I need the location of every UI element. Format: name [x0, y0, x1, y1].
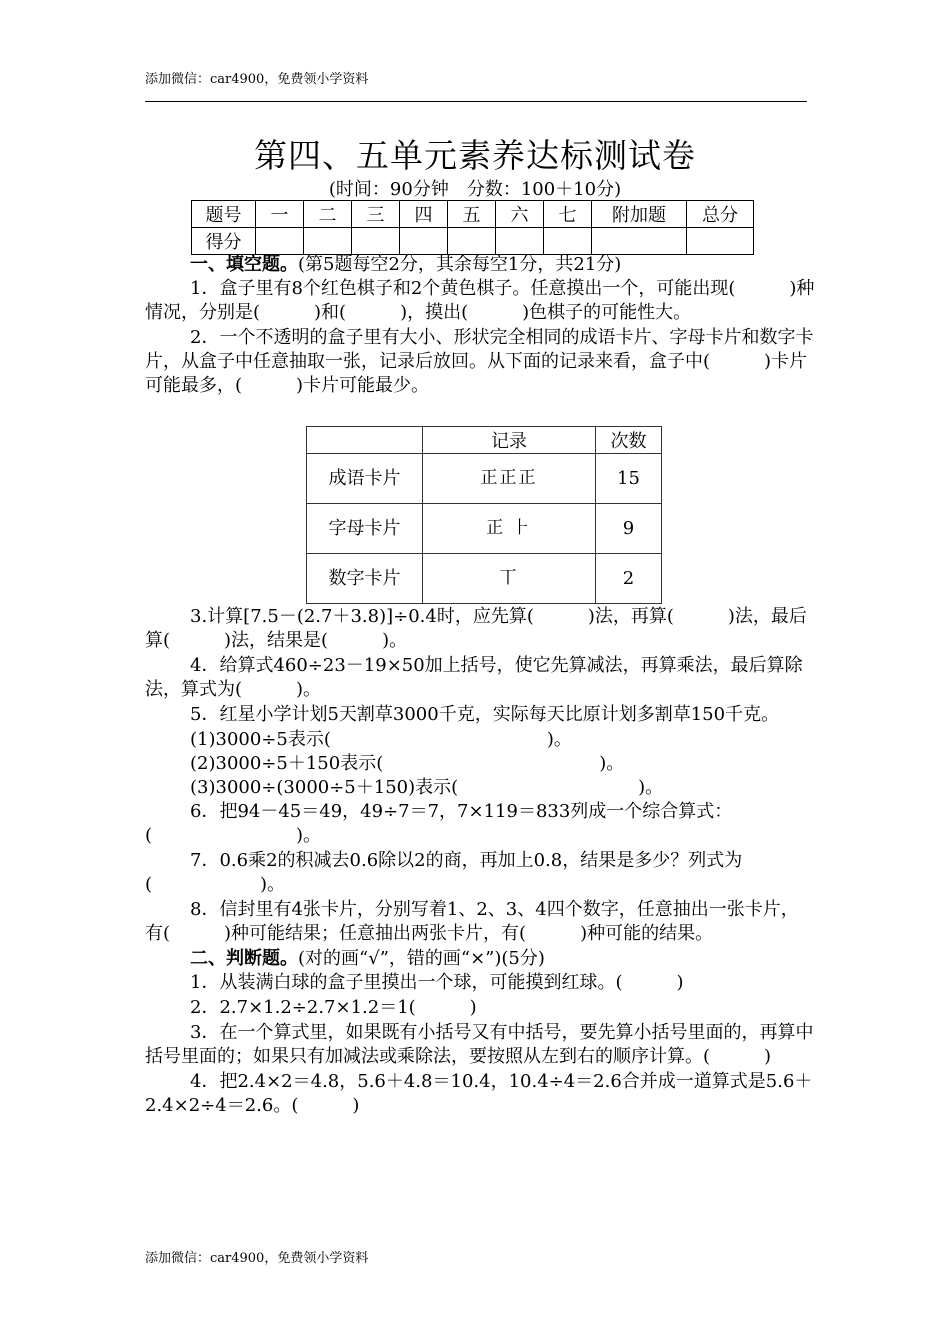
score-blank-cell[interactable] — [256, 228, 304, 255]
judge-question-2: 2．2.7×1.2÷2.7×1.2＝1( ) — [190, 997, 477, 1018]
tally-count: 9 — [596, 504, 662, 554]
question-5-part-3: (3)3000÷(3000÷5＋150)表示( )。 — [190, 777, 664, 798]
card-type: 成语卡片 — [307, 454, 423, 504]
tally-marks: 正正正 — [423, 454, 596, 504]
score-cell: 二 — [304, 201, 352, 228]
score-blank-cell[interactable] — [592, 228, 687, 255]
score-blank-cell[interactable] — [496, 228, 544, 255]
score-blank-cell[interactable] — [352, 228, 400, 255]
question-7: 7．0.6乘2的积减去0.6除以2的商，再加上0.8，结果是多少？列式为( )。 — [145, 850, 743, 895]
judge-question-3: 3．在一个算式里，如果既有小括号又有中括号，要先算小括号里面的，再算中括号里面的；如果只有加减法或乘除法，要按照从左到右的顺序计算。( ) — [145, 1022, 814, 1067]
card-type: 字母卡片 — [307, 504, 423, 554]
header-rule — [145, 101, 807, 102]
score-cell: 一 — [256, 201, 304, 228]
tally-count: 2 — [596, 554, 662, 604]
question-4: 4．给算式460÷23－19×50加上括号，使它先算减法，再算乘法，最后算除法，算式为( )。 — [145, 655, 803, 700]
page-title: 第四、五单元素养达标测试卷 — [254, 136, 696, 175]
record-table — [306, 426, 662, 604]
question-8: 8．信封里有4张卡片，分别写着1、2、3、4四个数字，任意抽出一张卡片，有( )种可能结果；任意抽出两张卡片，有( )种可能的结果。 — [145, 899, 799, 944]
score-blank-cell[interactable] — [544, 228, 592, 255]
question-2: 2．一个不透明的盒子里有大小、形状完全相同的成语卡片、字母卡片和数字卡片，从盒子中任意抽取一张，记录后放回。从下面的记录来看，盒子中( )卡片可能最多，( )卡片可能最少。 — [145, 327, 814, 396]
judge-question-4: 4．把2.4×2＝4.8，5.6＋4.8＝10.4，10.4÷4＝2.6合并成一道算式是5.6＋2.4×2÷4＝2.6。( ) — [145, 1071, 813, 1116]
score-cell: 七 — [544, 201, 592, 228]
score-table-score-row — [192, 228, 754, 255]
page-footer-text: 添加微信：car4900，免费领小学资料 — [145, 1251, 369, 1266]
question-3: 3.计算[7.5－(2.7＋3.8)]÷0.4时，应先算( )法，再算( )法，最后算( )法，结果是( )。 — [145, 606, 807, 651]
score-blank-cell[interactable] — [304, 228, 352, 255]
score-blank-cell[interactable] — [448, 228, 496, 255]
score-cell: 总分 — [687, 201, 754, 228]
question-1: 1．盒子里有8个红色棋子和2个黄色棋子。任意摸出一个，可能出现( )种情况，分别是( )和( )，摸出( )色棋子的可能性大。 — [145, 278, 815, 323]
judge-question-1: 1．从装满白球的盒子里摸出一个球，可能摸到红球。( ) — [190, 972, 684, 993]
section-heading: 一、填空题。(第5题每空2分，其余每空1分，共21分) — [190, 254, 622, 275]
question-6: 6．把94－45＝49，49÷7＝7，7×119＝833列成一个综合算式：( )。 — [145, 801, 733, 846]
record-header-cell: 次数 — [596, 427, 662, 454]
exam-time-score: (时间：90分钟 分数：100＋10分) — [328, 179, 622, 200]
record-header-cell — [307, 427, 423, 454]
card-type: 数字卡片 — [307, 554, 423, 604]
record-row — [307, 554, 662, 604]
score-table — [191, 200, 754, 255]
tally-count: 15 — [596, 454, 662, 504]
score-cell: 三 — [352, 201, 400, 228]
section-fill-in-part-a — [145, 253, 815, 399]
record-table-header — [307, 427, 662, 454]
score-cell: 六 — [496, 201, 544, 228]
score-blank-cell[interactable] — [400, 228, 448, 255]
record-header-cell: 记录 — [423, 427, 596, 454]
section-fill-in-part-b — [145, 605, 815, 1119]
question-5: 5．红星小学计划5天割草3000千克，实际每天比原计划多割草150千克。 — [190, 704, 780, 725]
tally-marks: 丅 — [423, 554, 596, 604]
score-table-header-row — [192, 201, 754, 228]
score-cell: 附加题 — [592, 201, 687, 228]
question-5-part-2: (2)3000÷5＋150表示( )。 — [190, 753, 625, 774]
page-header-text: 添加微信：car4900，免费领小学资料 — [145, 72, 369, 87]
score-cell: 四 — [400, 201, 448, 228]
tally-marks: 正 ⺊ — [423, 504, 596, 554]
score-cell: 得分 — [192, 228, 256, 255]
score-cell: 题号 — [192, 201, 256, 228]
score-blank-cell[interactable] — [687, 228, 754, 255]
section-heading: 二、判断题。(对的画“√”，错的画“×”)(5分) — [190, 948, 545, 969]
question-5-part-1: (1)3000÷5表示( )。 — [190, 729, 572, 750]
record-row — [307, 504, 662, 554]
score-cell: 五 — [448, 201, 496, 228]
record-row — [307, 454, 662, 504]
